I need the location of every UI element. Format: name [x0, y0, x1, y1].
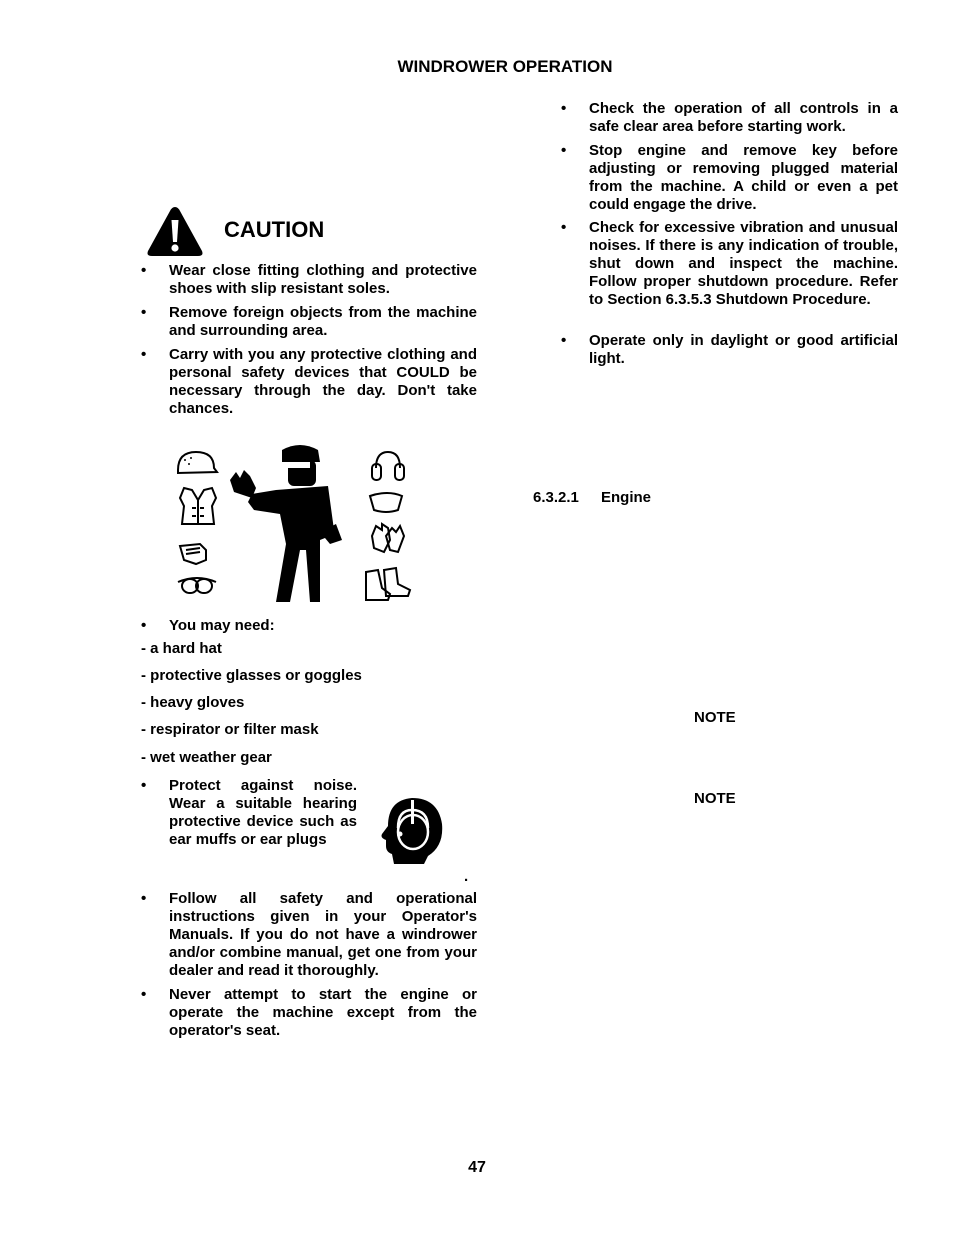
goggles-icon	[178, 578, 216, 593]
note-label-1: NOTE	[694, 709, 736, 726]
caution-bullet-1: • Wear close fitting clothing and protective shoes with slip resistant soles.	[141, 262, 477, 297]
hard-hat-icon	[178, 452, 217, 473]
warning-triangle-icon	[146, 205, 204, 257]
safety-boots-icon	[366, 568, 410, 600]
right-bullet-3-text: Check for excessive vibration and unusual noises. If there is any indication of trouble, shut down and inspect the machine. Follow proper shutdown procedure. Refer to Section 6.3.5.3 Shutdown Procedure.	[589, 219, 898, 308]
needs-item-4: - respirator or filter mask	[141, 721, 319, 738]
caution-bullet-3-text: Carry with you any protective clothing and personal safety devices that COULD be necessary through the day. Don't take chances.	[169, 346, 477, 417]
caution-bullet-2-text: Remove foreign objects from the machine and surrounding area.	[169, 304, 477, 339]
ear-muffs-icon	[372, 452, 404, 480]
page-header: WINDROWER OPERATION	[397, 57, 613, 76]
right-bullet-4-text: Operate only in daylight or good artificial light.	[589, 332, 898, 367]
needs-item-3: - heavy gloves	[141, 694, 245, 711]
gloves-icon	[372, 524, 404, 552]
right-bullet-3: • Check for excessive vibration and unusual noises. If there is any indication of trouble, shut down and inspect the machine. Follow proper shutdown procedure. Refer to Section 6.3.5.3 Shutdown Procedure.	[561, 219, 898, 308]
section-title: Engine	[601, 489, 652, 506]
needs-item-1: - a hard hat	[141, 640, 222, 657]
left-bullet-never-text: Never attempt to start the engine or operate the machine except from the operator's seat.	[169, 986, 477, 1039]
worker-figure-icon	[230, 445, 342, 602]
caution-bullet-3: • Carry with you any protective clothing and personal safety devices that COULD be necessary through the day. Don't take chances.	[141, 346, 477, 417]
ppe-illustration	[170, 440, 420, 610]
safety-vest-icon	[180, 488, 216, 524]
caution-bullet-2: • Remove foreign objects from the machine and surrounding area.	[141, 304, 477, 339]
right-bullet-2-text: Stop engine and remove key before adjusting or removing plugged material from the machine. A child or even a pet could engage the drive.	[589, 142, 898, 213]
section-number: 6.3.2.1	[533, 489, 579, 506]
right-bullet-2: • Stop engine and remove key before adjusting or removing plugged material from the machine. A child or even a pet could engage the drive.	[561, 142, 898, 213]
left-bullet-follow-text: Follow all safety and operational instructions given in your Operator's Manuals. If you do not have a windrower and/or combine manual, get one from your dealer and read it thoroughly.	[169, 890, 477, 979]
respirator-icon	[180, 544, 206, 564]
right-bullet-4: • Operate only in daylight or good artificial light.	[561, 332, 898, 367]
caution-title: CAUTION	[224, 217, 325, 242]
needs-intro: You may need:	[169, 617, 275, 634]
filter-mask-icon	[370, 493, 402, 512]
caution-bullet-1-text: Wear close fitting clothing and protective shoes with slip resistant soles.	[169, 262, 477, 297]
needs-bullet: • You may need:	[141, 617, 477, 635]
noise-bullet: • Protect against noise. Wear a suitable hearing protective device such as ear muffs or ear plugs	[141, 777, 357, 848]
noise-text: Protect against noise. Wear a suitable hearing protective device such as ear muffs or ear plugs	[169, 777, 357, 848]
needs-item-5: - wet weather gear	[141, 749, 272, 766]
right-bullet-1: • Check the operation of all controls in a safe clear area before starting work.	[561, 100, 898, 135]
note-label-2: NOTE	[694, 790, 736, 807]
page-number: 47	[468, 1159, 486, 1176]
hearing-protection-head-icon	[378, 796, 444, 866]
left-bullet-follow: • Follow all safety and operational instructions given in your Operator's Manuals. If you do not have a windrower and/or combine manual, get one from your dealer and read it thoroughly.	[141, 890, 477, 979]
left-bullet-never: • Never attempt to start the engine or operate the machine except from the operator's seat.	[141, 986, 477, 1039]
right-bullet-1-text: Check the operation of all controls in a safe clear area before starting work.	[589, 100, 898, 135]
needs-item-2: - protective glasses or goggles	[141, 667, 362, 684]
noise-trailing-period: .	[464, 868, 469, 885]
